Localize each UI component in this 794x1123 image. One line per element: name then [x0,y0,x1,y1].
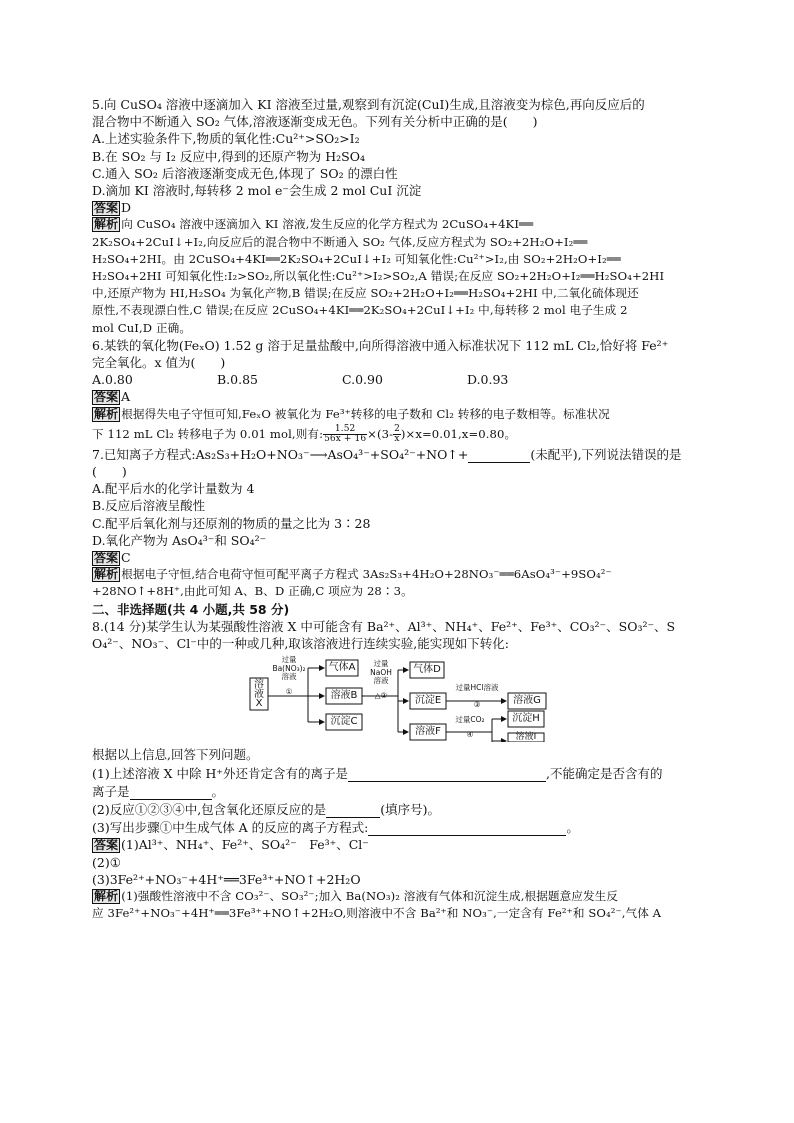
step-2-label [364,660,398,700]
question-stem: ( ) [92,464,127,480]
precip-h-label: 沉淀H [512,713,540,725]
question-text: 。 [211,783,225,799]
step-3-label [448,684,506,709]
explanation-text: 根据电子守恒,结合电荷守恒可配平离子方程式 3As₂S₃+4H₂O+28NO₃⁻══6AsO₄³⁻+9SO₄²⁻ [121,567,612,582]
step-1-line: 过量 [281,655,297,665]
section-heading: 二、非选择题(共 4 小题,共 58 分) [92,601,290,617]
fraction [323,425,367,444]
question-prompt: 根据以上信息,回答下列问题。 [92,747,259,763]
question-stem: 混合物中不断通入 SO₂ 气体,溶液逐渐变成无色。下列有关分析中正确的是( ) [92,114,538,130]
question-text: 7.已知离子方程式:As₂S₃+H₂O+NO₃⁻⟶AsO₄³⁻+SO₄²⁻+NO↑+ [92,446,469,462]
answer-tag: 答案 [94,838,119,853]
answer-tag: 答案 [94,201,119,216]
explanation-tag: 解析 [94,888,119,903]
answer-tag: 答案 [94,390,119,405]
explanation-text: 下 112 mL Cl₂ 转移电子为 0.01 mol,则有: [92,426,324,441]
step-4-line: ④ [466,729,474,739]
sub-question-3 [92,818,702,836]
question-stem: O₄²⁻、NO₃⁻、Cl⁻中的一种或几种,取该溶液进行连续实验,能实现如下转化: [92,636,509,652]
fraction-denominator: x [394,434,400,445]
explanation-text: 原性,不表现漂白性,C 错误;在反应 2CuSO₄+4KI══2K₂SO₄+2CuI↓+I₂ 中,每转移 2 mol 电子生成 2 [92,303,628,318]
step-1-label [270,656,308,696]
explanation-text: 2K₂SO₄+2CuI↓+I₂,向反应后的混合物中不断通入 SO₂ 气体,反应方程式为 SO₂+2H₂O+I₂══ [92,234,588,249]
option-d: D.滴加 KI 溶液时,每转移 2 mol e⁻会生成 2 mol CuI 沉淀 [92,183,422,199]
step-3-line: 过量HCl溶液 [455,683,499,693]
explanation [92,566,702,583]
options-row [92,371,702,388]
option-c: C.配平后氧化剂与还原剂的物质的量之比为 3∶28 [92,515,371,531]
answer-row [92,549,702,566]
step-4-line: 过量CO₂ [455,715,485,725]
question-text: 离子是 [92,783,130,799]
answer-blank[interactable] [326,800,380,818]
question-text: ,不能确定是否含有的 [546,765,663,781]
step-1-line: 溶液 [281,672,297,682]
question-text: (1)上述溶液 X 中除 H⁺外还肯定含有的离子是 [92,765,349,781]
answer-value: A [121,389,131,405]
step-4-label [448,716,492,739]
option-a: A.0.80 [92,372,133,388]
gas-d-label: 气体D [413,664,441,676]
explanation-tag: 解析 [94,567,119,582]
explanation [92,216,702,233]
answer-blank[interactable] [348,764,546,782]
document-page [92,96,702,922]
question-text: (3)写出步骤①中生成气体 A 的反应的离子方程式: [92,820,369,836]
question-6 [92,337,702,445]
explanation-text: H₂SO₄+2HI。由 2CuSO₄+4KI══2K₂SO₄+2CuI↓+I₂ 可知氧化性:Cu²⁺>I₂,由 SO₂+2H₂O+I₂══ [92,251,621,266]
fraction-numerator: 2 [394,424,400,435]
solution-b-label: 溶液B [330,690,358,702]
fraction [393,425,401,444]
explanation [92,406,702,423]
explanation-text: 向 CuSO₄ 溶液中逐滴加入 KI 溶液,发生反应的化学方程式为 2CuSO₄+4KI══ [121,217,534,232]
explanation-text: 中,还原产物为 HI,H₂SO₄ 为氧化产物,B 错误;在反应 SO₂+2H₂O+I₂══H₂SO₄+2HI 中,二氧化硫体现还 [92,286,639,301]
option-b: B.在 SO₂ 与 I₂ 反应中,得到的还原产物为 H₂SO₄ [92,148,366,164]
answer-value: (1)Al³⁺、NH₄⁺、Fe²⁺、SO₄²⁻ Fe³⁺、Cl⁻ [121,837,369,853]
explanation-formula [92,423,702,445]
question-stem: 5.向 CuSO₄ 溶液中逐滴加入 KI 溶液至过量,观察到有沉淀(CuI)生成,且溶液变为棕色,再向反应后的 [92,97,645,112]
option-a: A.配平后水的化学计量数为 4 [92,481,255,497]
sub-question-1 [92,764,702,782]
step-2-line: NaOH [370,667,392,677]
answer-row [92,199,702,216]
option-b: B.反应后溶液呈酸性 [92,498,206,514]
answer-tag: 答案 [94,551,119,566]
flow-diagram [92,656,702,742]
gas-a-label: 气体A [328,662,356,674]
step-1-line: Ba(NO₃)₂ [272,663,306,673]
sub-question-2 [92,800,702,818]
answer-value: (2)① [92,854,121,870]
step-2-line: △② [374,690,388,700]
answer-value: D [121,200,132,216]
fraction-numerator: 1.52 [323,425,367,435]
option-b: B.0.85 [217,372,258,388]
explanation-text: )×x=0.01,x=0.80。 [400,426,517,441]
option-c: C.0.90 [342,372,383,388]
question-stem: 6.某铁的氧化物(FeₓO) 1.52 g 溶于足量盐酸中,向所得溶液中通入标准状况下 112 mL Cl₂,恰好将 Fe²⁺ [92,337,669,353]
explanation-text: 应 3Fe²⁺+NO₃⁻+4H⁺══3Fe³⁺+NO↑+2H₂O,则溶液中不含 Ba²⁺和 NO₃⁻,一定含有 Fe²⁺和 SO₄²⁻,气体 A [92,906,662,921]
solution-i-label: 溶液I [515,732,537,743]
question-stem: 8.(14 分)某学生认为某强酸性溶液 X 中可能含有 Ba²⁺、Al³⁺、NH₄⁺、Fe²⁺、Fe³⁺、CO₃²⁻、SO₃²⁻、S [92,618,676,634]
option-d: D.0.93 [467,372,509,388]
explanation-tag: 解析 [94,406,119,421]
explanation-text: 根据得失电子守恒可知,FeₓO 被氧化为 Fe³⁺转移的电子数和 Cl₂ 转移的电子数相等。标准状况 [121,406,610,421]
explanation-text: mol CuI,D 正确。 [92,320,192,335]
answer-value: (3)3Fe²⁺+NO₃⁻+4H⁺══3Fe³⁺+NO↑+2H₂O [92,871,361,887]
option-c: C.通入 SO₂ 后溶液逐渐变成无色,体现了 SO₂ 的漂白性 [92,165,398,181]
step-1-line: ① [285,686,293,696]
sub-question-1-cont [92,782,702,800]
step-2-line: 过量 [373,659,389,669]
option-d: D.氧化产物为 AsO₄³⁻和 SO₄²⁻ [92,532,267,548]
step-3-line: ③ [473,699,481,709]
question-5 [92,96,702,337]
question-text: (填序号)。 [380,801,440,817]
question-8 [92,618,702,922]
question-stem: 完全氧化。x 值为( ) [92,355,226,371]
answer-blank[interactable] [130,782,212,800]
answer-row [92,388,702,405]
explanation-text: ×(3- [367,426,394,441]
answer-blank[interactable] [368,818,566,836]
answer-blank[interactable] [468,445,530,463]
precip-e-label: 沉淀E [414,695,442,707]
explanation-tag: 解析 [94,217,119,232]
explanation-text: +28NO↑+8H⁺,由此可知 A、B、D 正确,C 项应为 28∶3。 [92,584,413,599]
question-text: (未配平),下列说法错误的是 [530,446,682,462]
option-a: A.上述实验条件下,物质的氧化性:Cu²⁺>SO₂>I₂ [92,131,360,147]
question-7 [92,445,702,601]
solution-x-label: 溶液X [254,679,264,710]
answer-value: C [121,550,131,566]
solution-f-label: 溶液F [415,726,441,738]
answer-row [92,836,702,853]
step-2-line: 溶液 [373,676,389,686]
question-text: (2)反应①②③④中,包含氧化还原反应的是 [92,801,327,817]
fraction-denominator: 56x + 16 [324,434,367,445]
question-stem [92,445,702,463]
question-text: 。 [566,820,579,836]
explanation [92,888,702,905]
explanation-text: (1)强酸性溶液中不含 CO₃²⁻、SO₃²⁻;加入 Ba(NO₃)₂ 溶液有气体和沉淀生成,根据题意应发生反 [121,888,619,903]
precip-c-label: 沉淀C [330,716,358,728]
explanation-text: H₂SO₄+2HI 可知氧化性:I₂>SO₂,所以氧化性:Cu²⁺>I₂>SO₂,A 错误;在反应 SO₂+2H₂O+I₂══H₂SO₄+2HI [92,269,665,284]
solution-g-label: 溶液G [513,695,541,707]
